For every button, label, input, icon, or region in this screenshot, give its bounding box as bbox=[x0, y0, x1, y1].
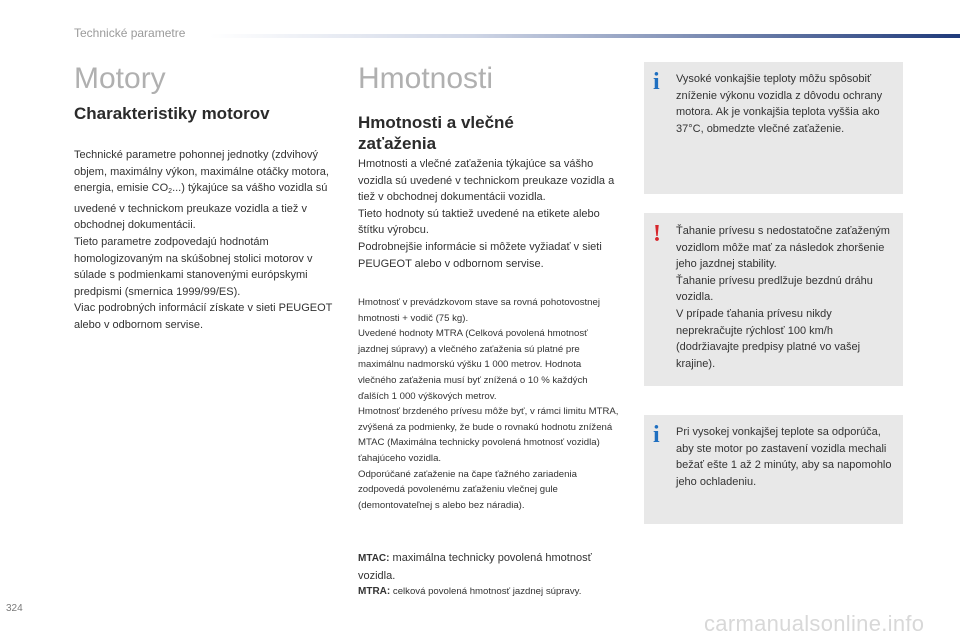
co2-subscript: 2 bbox=[168, 188, 173, 196]
weights-note: Hmotnosť v prevádzkovom stave sa rovná pohotovostnej hmotnosti + vodič (75 kg). bbox=[358, 297, 600, 324]
weights-paragraph: Hmotnosti a vlečné zaťaženia týkajúce sa vášho vozidla sú uvedené v technickom preukaze vozidla a tiež v obchodnej dokumentácii vozidla. bbox=[358, 158, 615, 204]
page-number: 324 bbox=[6, 603, 23, 614]
weights-note: Hmotnosť brzdeného prívesu môže byť, v rámci limitu MTRA, zvýšená za podmienky, že bude o rovnakú hodnotu znížená MTAC (Maximálna technicky povolená hmotnosť vozidla) ťahajúceho vozidla. bbox=[358, 406, 619, 464]
info-icon: i bbox=[653, 69, 660, 95]
watermark: carmanualsonline.info bbox=[704, 611, 925, 636]
callout-text: Ťahanie prívesu s nedostatočne zaťaženým vozidlom môže mať za následok zhoršenie jeho jazdnej stability. Ťahanie prívesu predlžuje bezdnú dráhu vozidla. V prípade ťahania prívesu nikdy neprekračujte rýchlosť 100 km/h (dodržiavajte predpisy platné vo vašej krajine). bbox=[676, 225, 890, 370]
section-title-motory: Motory bbox=[74, 62, 166, 95]
callout-text: Vysoké vonkajšie teploty môžu spôsobiť zníženie výkonu vozidla z dôvodu ochrany motora. Ak je vonkajšia teplota vyššia ako 37°C, obmedzte vlečné zaťaženie. bbox=[676, 73, 883, 135]
abbreviation-text: maximálna technicky povolená hmotnosť vozidla. bbox=[358, 552, 592, 582]
engine-paragraph-part2: ...) týkajúce sa vášho vozidla sú uvedené v technickom preukaze vozidla a tiež v obchodnej dokumentácii. Tieto parametre zodpovedajú hodnotám homologizovaným na skúšobnej stolici motorov v súlade s podmienkami stanovenými európskymi predpismi (smernica 1999/99/ES). Viac podrobných informácií získate v sieti PEUGEOT alebo v odbornom servise. bbox=[74, 182, 333, 331]
abbreviation-key: MTAC: bbox=[358, 553, 390, 564]
header-divider-bar bbox=[210, 34, 960, 38]
callout-warning-towing bbox=[644, 213, 903, 386]
abbreviation-mtra bbox=[358, 584, 628, 599]
heading-weights-towing: Hmotnosti a vlečné zaťaženia bbox=[358, 113, 514, 153]
abbreviation-text: celková povolená hmotnosť jazdnej súpravy. bbox=[392, 586, 582, 597]
info-icon: i bbox=[653, 422, 660, 448]
weights-paragraph: Tieto hodnoty sú taktiež uvedené na etikete alebo štítku výrobcu. bbox=[358, 207, 600, 237]
engine-paragraph-part1: Technické parametre pohonnej jednotky (zdvihový objem, maximálny výkon, maximálne otáčky motora, energia, emisie CO bbox=[74, 149, 329, 195]
callout-text: Pri vysokej vonkajšej teplote sa odporúča, aby ste motor po zastavení vozidla mechali bežať ešte 1 až 2 minúty, aby sa napomohlo jeho ochladeniu. bbox=[676, 426, 892, 488]
heading-engine-characteristics: Charakteristiky motorov bbox=[74, 104, 270, 123]
callout-info-cooling bbox=[644, 415, 903, 524]
callout-info-temperature bbox=[644, 62, 903, 194]
engine-paragraph bbox=[74, 147, 336, 334]
weights-paragraph: Podrobnejšie informácie si môžete vyžiadať v sieti PEUGEOT alebo v odbornom servise. bbox=[358, 240, 602, 270]
weights-notes bbox=[358, 295, 620, 513]
weights-note: Uvedené hodnoty MTRA (Celková povolená hmotnosť jazdnej súpravy) a vlečného zaťaženia sú platné pre maximálnu nadmorskú výšku 1 000 metrov. Hodnota vlečného zaťaženia musí byť znížená o 10 % každých ďalších 1 000 výškových metrov. bbox=[358, 328, 588, 402]
abbreviation-mtac bbox=[358, 550, 608, 584]
weights-note: Odporúčané zaťaženie na čape ťažného zariadenia zodpovedá povolenému zaťaženiu vlečnej gule (demontovateľnej s alebo bez náradia). bbox=[358, 468, 577, 511]
section-title-hmotnosti: Hmotnosti bbox=[358, 62, 494, 95]
abbreviation-key: MTRA: bbox=[358, 586, 391, 597]
running-header: Technické parametre bbox=[74, 26, 186, 40]
warning-icon: ! bbox=[653, 221, 661, 247]
weights-paragraphs bbox=[358, 156, 620, 272]
